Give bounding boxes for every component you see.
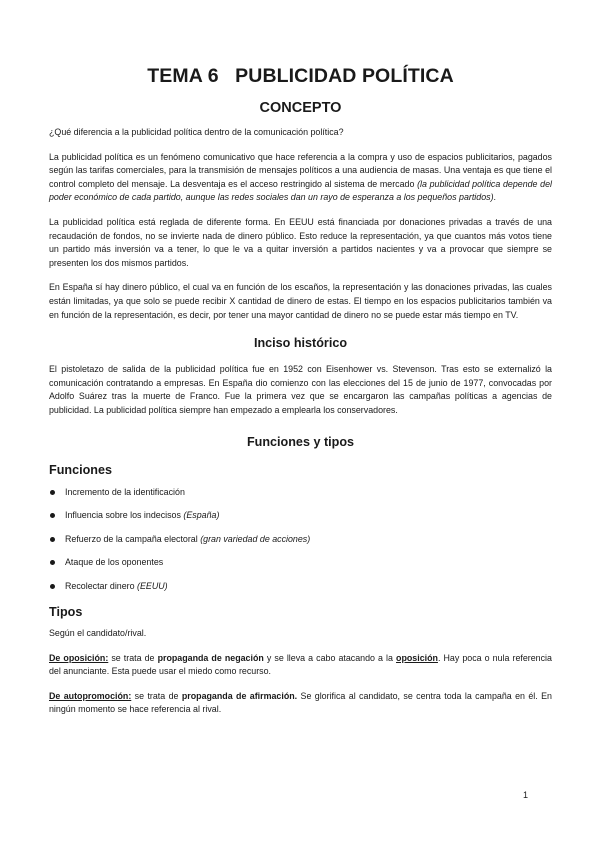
question-paragraph: ¿Qué diferencia a la publicidad política dentro de la comunicación política? bbox=[49, 127, 344, 137]
list-item bbox=[49, 556, 552, 569]
function-note: (gran variedad de acciones) bbox=[200, 533, 311, 544]
concept-heading: CONCEPTO bbox=[259, 100, 342, 116]
function-note: (EEUU) bbox=[137, 580, 168, 591]
function-text: Ataque de los oponentes bbox=[65, 557, 164, 567]
types-heading: Tipos bbox=[49, 605, 83, 619]
list-item bbox=[49, 486, 552, 499]
concept-paragraph-3: En España sí hay dinero público, el cual va en función de los escaños, la representación y las donaciones privadas, las cuales están limitadas, ya que solo se puede recibir X cantidad de dinero de estas. El tiempo en los espacios publicitarios también va en función de la representación, es decir, por tener una mayor cantidad de dinero no se puede estar más tiempo en TV. bbox=[49, 282, 552, 320]
selfpromo-bold-1: propaganda de afirmación. bbox=[181, 690, 298, 701]
selfpromo-text-2: Se glorifica al candidato, se centra toda la campaña en él. En ningún momento se hace referencia al rival. bbox=[49, 690, 552, 715]
concept-paragraph-2: La publicidad política está reglada de diferente forma. En EEUU está financiada por donaciones privadas a través de una recaudación de fondos, no se invierte nada de dinero público. Esto reduce la representación, ya que cuantos más votos tiene un partido más inversión va a tener, lo que le va a quitar inversión a partidos nacientes y va a provocar que siempre se presenten los dos mismos partidos. bbox=[49, 216, 552, 268]
list-item bbox=[49, 509, 552, 522]
opposition-text-3: . Hay poca o nula referencia del anunciante. Esta puede usar el miedo como recurso. bbox=[49, 652, 552, 677]
document-title: TEMA 6 PUBLICIDAD POLÍTICA bbox=[147, 65, 454, 87]
concept-p1-text: La publicidad política es un fenómeno comunicativo que hace referencia a la compra y uso de espacios publicitarios, pagados según las tarifas comerciales, para la transmisión de mensajes políticos a una audiencia de masas. Una ventaja es que tiene el control completo del mensaje. La desventaja es el acceso restringido al sistema de mercado bbox=[49, 151, 552, 189]
bullet-icon bbox=[50, 513, 55, 518]
list-item bbox=[49, 580, 552, 593]
selfpromo-paragraph bbox=[49, 690, 552, 717]
opposition-paragraph bbox=[49, 652, 552, 679]
concept-p1-end: . bbox=[493, 192, 497, 203]
functions-heading: Funciones bbox=[49, 462, 112, 477]
opposition-label: De oposición: bbox=[49, 652, 109, 663]
concept-paragraph-1 bbox=[49, 151, 552, 205]
opposition-text-1: se trata de bbox=[108, 652, 158, 663]
opposition-bold-1: propaganda de negación bbox=[157, 652, 264, 663]
function-text: Incremento de la identificación bbox=[65, 486, 185, 497]
function-note: (España) bbox=[183, 510, 220, 520]
selfpromo-label: De autopromoción: bbox=[49, 690, 132, 701]
types-intro: Según el candidato/rival. bbox=[49, 628, 147, 638]
bullet-icon bbox=[50, 584, 55, 589]
bullet-icon bbox=[50, 490, 55, 495]
selfpromo-text-1: se trata de bbox=[131, 690, 182, 701]
list-item bbox=[49, 533, 552, 546]
function-text: Influencia sobre los indecisos bbox=[65, 510, 184, 520]
functions-list bbox=[49, 486, 552, 593]
functions-types-heading: Funciones y tipos bbox=[246, 434, 355, 449]
function-text: Refuerzo de la campaña electoral bbox=[65, 533, 201, 544]
bullet-icon bbox=[50, 537, 55, 542]
bullet-icon bbox=[50, 560, 55, 565]
history-heading: Inciso histórico bbox=[253, 336, 348, 351]
opposition-text-2: y se lleva a cabo atacando a la bbox=[263, 652, 397, 663]
opposition-bold-2: oposición bbox=[396, 652, 438, 663]
concept-p1-italic: (la publicidad política depende del poder económico de cada partido, aunque las redes sociales dan un rayo de esperanza a los pequeños partidos) bbox=[49, 178, 552, 203]
page-number: 1 bbox=[522, 790, 528, 800]
function-text: Recolectar dinero bbox=[65, 580, 138, 591]
history-paragraph: El pistoletazo de salida de la publicidad política fue en 1952 con Eisenhower vs. Stevenson. Tras esto se externalizó la comunicación contratando a empresas. En España dio comienzo con las elecciones del 15 de junio de 1977, convocadas por Adolfo Suárez tras la muerte de Franco. Fue la primera vez que se encargaron las campañas políticas a agencias de publicidad. La publicidad política siempre han empezado a emplearla los conservadores. bbox=[49, 364, 552, 415]
